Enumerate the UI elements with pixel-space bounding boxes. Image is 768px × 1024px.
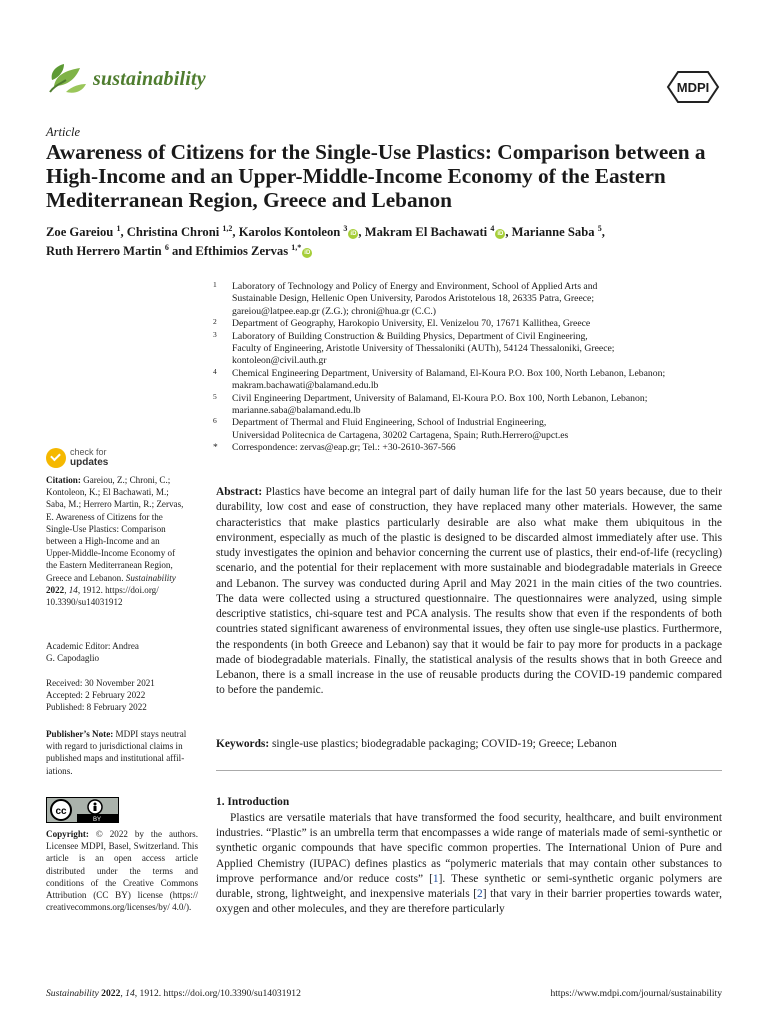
author-separator: ,	[358, 225, 365, 239]
publication-dates	[46, 677, 201, 714]
author-name: Christina Chroni	[126, 225, 220, 239]
footer-doi: , 1912. https://doi.org/10.3390/su14031912	[134, 988, 301, 999]
footer-year: 2022	[101, 988, 121, 999]
affiliation-number: 1	[213, 280, 217, 289]
cc-by-license-badge[interactable]	[46, 797, 119, 823]
publisher-note	[46, 728, 201, 777]
author-list	[46, 223, 736, 261]
author-affiliation-sup: 1,2	[222, 224, 233, 233]
affiliation-line: gareiou@latpee.eap.gr (Z.G.); chroni@hua.gr (C.C.)	[232, 305, 436, 317]
publisher-note-label: Publisher’s Note:	[46, 729, 114, 739]
citation-journal: Sustainability	[125, 572, 176, 583]
author-affiliation-sup: 1,*	[291, 243, 302, 252]
abstract	[216, 485, 722, 699]
copyright-text: © 2022 by the authors. Licensee MDPI, Basel, Switzerland. This article is an open access article distributed under the terms and conditions of the Creative Commons Attribution (CC BY) license (https:// creativecommons.org/licenses/by/ 4.0/).	[46, 829, 198, 913]
orcid-icon[interactable]: iD	[304, 250, 311, 256]
orcid-icon[interactable]: iD	[497, 231, 504, 237]
citation-text: Upper-Middle-Income Economy of	[46, 548, 176, 559]
author-name: Makram El Bachawati	[364, 225, 488, 239]
author-name: Ruth Herrero Martin	[46, 244, 162, 258]
citation-line	[46, 535, 201, 547]
affiliation-item	[213, 331, 733, 368]
publisher-note-line	[46, 765, 201, 777]
affiliation-line: makram.bachawati@balamand.edu.lb	[232, 380, 379, 392]
publisher-note-line	[46, 728, 201, 740]
citation-text: E. Awareness of Citizens for the	[46, 511, 163, 522]
section-divider	[216, 770, 722, 771]
author-name: Zoe Gareiou	[46, 225, 114, 239]
author-affiliation-sup: 4	[490, 224, 495, 233]
footer-journal-url[interactable]: https://www.mdpi.com/journal/sustainability	[550, 988, 722, 999]
affiliation-line: Universidad Politecnica de Cartagena, 30202 Cartagena, Spain; Ruth.Herrero@upct.es	[232, 429, 569, 441]
footer-volume: 14	[125, 988, 135, 999]
reference-link-2[interactable]: 2	[477, 888, 483, 901]
journal-leaf-logo-icon	[46, 62, 88, 96]
intro-text-3: ] that vary in their barrier properties towards water, oxygen and other molecules, and they are therefore particularly	[216, 888, 722, 916]
author-separator: ,	[120, 225, 127, 239]
affiliation-item	[213, 417, 733, 442]
affiliation-line: Laboratory of Building Construction & Building Physics, Department of Civil Engineering,	[232, 330, 588, 342]
citation-block	[46, 474, 201, 608]
intro-text-1: Plastics are versatile materials that have transformed the food security, healthcare, and built environment industries. “Plastic” is an umbrella term that encompasses a wide range of materials made of semi-synthetic or synthetic organic compounds that have specific common properties. The International Union of Pure and Applied Chemistry (IUPAC) defines plastics as “polymeric materials that may contain other substances to improve performance and/or reduce costs” [	[216, 812, 722, 885]
copyright-notice	[46, 828, 198, 913]
check-updates-line1: check for	[70, 447, 107, 457]
affiliation-item	[213, 442, 733, 454]
footer-journal: Sustainability	[46, 988, 99, 999]
journal-name: sustainability	[93, 68, 206, 90]
affiliation-number: 3	[213, 329, 217, 339]
affiliation-number: 2	[213, 317, 217, 327]
keywords-text: single-use plastics; biodegradable packaging; COVID-19; Greece; Lebanon	[269, 738, 617, 750]
affiliation-line: kontoleon@civil.auth.gr	[232, 355, 327, 367]
affiliation-item	[213, 318, 733, 330]
citation-line	[46, 511, 201, 523]
affiliation-number: *	[213, 443, 218, 454]
citation-text: Kontoleon, K.; El Bachawati, M.;	[46, 487, 169, 498]
affiliation-line: marianne.saba@balamand.edu.lb	[232, 405, 361, 417]
affiliation-line: Department of Geography, Harokopio University, El. Venizelou 70, 17671 Kallithea, Greece	[232, 318, 591, 330]
citation-text: the Eastern Mediterranean Region,	[46, 560, 173, 571]
author-name: Efthimios Zervas	[195, 244, 289, 258]
affiliation-line: Correspondence: zervas@eap.gr; Tel.: +30-2610-367-566	[232, 442, 456, 454]
citation-line: 2022, 14, 1912. https://doi.org/	[46, 584, 159, 595]
by-label: BY	[92, 817, 102, 822]
intro-paragraph	[216, 811, 722, 917]
publisher-note-text: published maps and institutional affil-	[46, 753, 185, 764]
academic-editor	[46, 640, 201, 664]
publisher-note-text: iations.	[46, 765, 73, 776]
citation-line	[46, 486, 201, 498]
check-circle-icon	[46, 448, 66, 468]
copyright-label: Copyright:	[46, 829, 89, 839]
author-separator: ,	[601, 225, 605, 239]
date-line: Accepted: 2 February 2022	[46, 690, 146, 701]
citation-text: Single-Use Plastics: Comparison	[46, 523, 166, 534]
citation-text: Greece and Lebanon.	[46, 572, 124, 583]
author-affiliation-sup: 1	[116, 224, 121, 233]
citation-volume: 14	[68, 584, 78, 595]
citation-doi-link[interactable]: 10.3390/su14031912	[46, 597, 123, 608]
intro-heading: 1. Introduction	[216, 796, 290, 808]
citation-text: Gareiou, Z.; Chroni, C.;	[83, 475, 171, 485]
article-title: Awareness of Citizens for the Single-Use Plastics: Comparison between a High-Income and an Upper-Middle-Income Economy of the Eastern Mediterranean Region, Greece and Lebanon	[46, 140, 706, 212]
keywords	[216, 737, 722, 752]
author-name: Karolos Kontoleon	[238, 225, 341, 239]
author-separator: ,	[505, 225, 512, 239]
author-affiliation-sup: 6	[164, 243, 169, 252]
citation-line	[46, 498, 201, 510]
editor-line2: G. Capodaglio	[46, 653, 100, 664]
affiliation-line: Sustainable Design, Hellenic Open University, Parodos Aristotelous 18, 26335 Patra, Greece;	[232, 293, 595, 305]
author-separator: ,	[232, 225, 239, 239]
mdpi-logo	[666, 68, 720, 106]
orcid-icon[interactable]: iD	[350, 231, 357, 237]
check-for-updates-badge[interactable]	[46, 446, 136, 470]
affiliation-line: Laboratory of Technology and Policy of Energy and Environment, School of Applied Arts and	[232, 281, 598, 292]
citation-text: Saba, M.; Herrero Martin, R.; Zervas,	[46, 499, 184, 510]
author-name: Marianne Saba	[511, 225, 595, 239]
citation-line	[46, 523, 201, 535]
check-updates-line2: updates	[70, 457, 109, 468]
editor-line1: Academic Editor: Andrea	[46, 641, 139, 651]
citation-line	[46, 474, 201, 486]
affiliation-number: 6	[213, 416, 217, 426]
author-affiliation-sup: 3	[343, 224, 348, 233]
affiliations	[213, 281, 733, 455]
affiliation-number: 5	[213, 391, 217, 401]
citation-text: between a High-Income and an	[46, 536, 160, 547]
publisher-note-line	[46, 752, 201, 764]
affiliation-line: Chemical Engineering Department, University of Balamand, El-Koura P.O. Box 100, North Lebanon, Lebanon;	[232, 367, 666, 379]
creative-commons-icon	[47, 798, 118, 822]
affiliation-line: Faculty of Engineering, Aristotle University of Thessaloniki (AUTh), 54124 Thessaloniki, Greece;	[232, 343, 615, 355]
date-line: Received: 30 November 2021	[46, 678, 155, 688]
author-separator: and	[168, 244, 196, 258]
footer-citation: Sustainability 2022, 14, 1912. https://doi.org/10.3390/su14031912	[46, 988, 301, 999]
abstract-label: Abstract:	[216, 486, 263, 498]
affiliation-item	[213, 281, 733, 318]
citation-line	[46, 559, 201, 571]
author-affiliation-sup: 5	[597, 224, 602, 233]
date-line: Published: 8 February 2022	[46, 702, 147, 713]
keywords-label: Keywords:	[216, 738, 270, 750]
citation-line	[46, 572, 201, 584]
abstract-text: Plastics have become an integral part of daily human life for the last 50 years because, due to their durability, low cost and ease of construction, they have replaced many other materials. However, the same characteristics that make plastics particularly desirable are also what make them ubiquitous in the environment, especially as much of the plastic is designed to be discarded almost immediately after use. This study investigates the opinion and behavior concerning the current use of plastics, their end-of-life (recycling) scenario, and the potential for their replacement with more sustainable and biodegradable materials in Greece and Lebanon. The survey was conducted during April and May 2021 in the main cities of the two countries. The data were collected using a structured questionnaire. The questionnaires were analyzed, using simple descriptive statistics, chi-square test and PCA analysis. The results show that even if the respondents of both countries stated significant awareness of environmental issues, they often use single-use plastics. Furthermore, the respondents (in both Greece and Lebanon) say that it would be fair to pay more for products in a package made of biodegradable materials. Finally, the statistical analysis of the results shows that in both Greece and Lebanon, there is a small increase in the use of reusable products during the COVID-19 pandemic compared to before the pandemic.	[216, 486, 722, 697]
citation-year: 2022	[46, 584, 65, 595]
publisher-note-line	[46, 740, 201, 752]
publisher-note-text: with regard to jurisdictional claims in	[46, 741, 183, 752]
citation-line	[46, 547, 201, 559]
citation-doi-prefix: , 1912. https://doi.org/	[77, 584, 159, 595]
affiliation-item	[213, 368, 733, 393]
intro-text-2: ]. These synthetic or semi-synthetic organic polymers are durable, strong, lightweight, and inexpensive materials [	[216, 872, 723, 901]
citation-label: Citation:	[46, 475, 81, 485]
affiliation-line: Department of Thermal and Fluid Engineering, School of Industrial Engineering,	[232, 417, 547, 429]
mdpi-logo-text: MDPI	[676, 80, 710, 95]
publisher-note-text: MDPI stays neutral	[113, 729, 187, 739]
article-type: Article	[46, 125, 81, 139]
reference-link-1[interactable]: 1	[432, 872, 439, 885]
cc-label: cc	[55, 806, 67, 817]
affiliation-item	[213, 393, 733, 418]
affiliation-line: Civil Engineering Department, University of Balamand, El-Koura P.O. Box 100, North Lebanon, Lebanon;	[232, 392, 648, 404]
affiliation-number: 4	[213, 366, 217, 376]
